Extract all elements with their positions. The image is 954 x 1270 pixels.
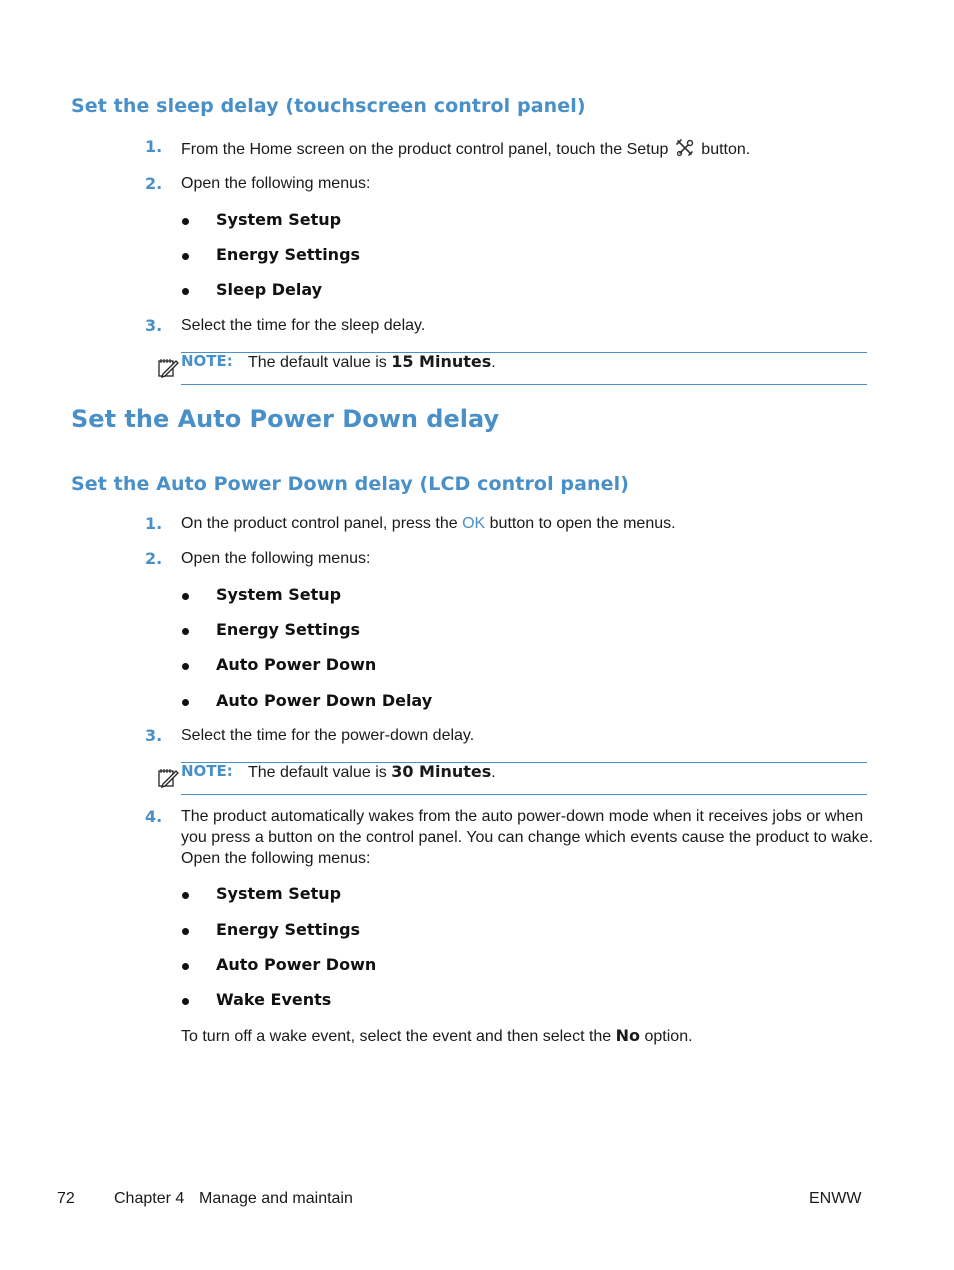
menu-item: System Setup xyxy=(216,585,342,604)
menu-item: Wake Events xyxy=(216,990,332,1009)
step-number: 2. xyxy=(145,174,163,193)
menu-item: Sleep Delay xyxy=(216,280,323,299)
step-text: Open the following menus: xyxy=(181,175,371,192)
menu-item: Energy Settings xyxy=(216,620,361,639)
section-heading-lcd: Set the Auto Power Down delay (LCD control panel) xyxy=(71,473,630,495)
note-text-before: The default value is xyxy=(248,354,387,371)
menu-item: Auto Power Down Delay xyxy=(216,691,433,710)
bullet xyxy=(182,963,189,970)
footer-chapter-title: Manage and maintain xyxy=(199,1190,353,1207)
note-bottom-rule xyxy=(181,794,867,795)
page-number: 72 xyxy=(57,1190,75,1207)
step-number: 1. xyxy=(145,137,163,156)
ok-button-label: OK xyxy=(462,515,486,532)
step-number: 3. xyxy=(145,726,163,745)
step-number: 4. xyxy=(145,807,163,826)
menu-item: Auto Power Down xyxy=(216,955,377,974)
bullet xyxy=(182,699,189,706)
step-text: Open the following menus: xyxy=(181,550,371,567)
menu-item: Energy Settings xyxy=(216,245,361,264)
note-bottom-rule xyxy=(181,384,867,385)
menu-item: System Setup xyxy=(216,884,342,903)
step-text-before: From the Home screen on the product control panel, touch the Setup xyxy=(181,141,669,158)
step-text-line: The product automatically wakes from the auto power-down mode when it receives jobs or when xyxy=(181,808,864,825)
step-text-line: Open the following menus: xyxy=(181,850,371,867)
step-text: Select the time for the sleep delay. xyxy=(181,317,426,334)
note-text-before: The default value is xyxy=(248,764,387,781)
note-pencil-icon xyxy=(157,766,179,788)
final-value: No xyxy=(615,1026,641,1045)
note-label: NOTE: xyxy=(181,352,233,370)
menu-item: System Setup xyxy=(216,210,342,229)
note-text-after: . xyxy=(491,354,496,371)
final-paragraph xyxy=(181,1026,693,1046)
section-heading-sleep-delay: Set the sleep delay (touchscreen control panel) xyxy=(71,95,586,117)
bullet xyxy=(182,892,189,899)
final-text-after: option. xyxy=(644,1028,693,1045)
note-text-after: . xyxy=(491,764,496,781)
bullet xyxy=(182,928,189,935)
section-heading-auto-power-down: Set the Auto Power Down delay xyxy=(71,405,500,433)
menu-item: Auto Power Down xyxy=(216,655,377,674)
step-text-before: On the product control panel, press the xyxy=(181,515,458,532)
step-number: 1. xyxy=(145,514,163,533)
bullet xyxy=(182,593,189,600)
bullet xyxy=(182,288,189,295)
note-pencil-icon xyxy=(157,356,179,378)
bullet xyxy=(182,998,189,1005)
menu-item: Energy Settings xyxy=(216,920,361,939)
note-text xyxy=(248,352,496,372)
bullet xyxy=(182,253,189,260)
step-text-after: button. xyxy=(701,141,751,158)
footer-chapter: Chapter 4 xyxy=(114,1190,185,1207)
note-label: NOTE: xyxy=(181,762,233,780)
step-number: 3. xyxy=(145,316,163,335)
step-number: 2. xyxy=(145,549,163,568)
note-value: 15 Minutes xyxy=(391,352,492,371)
step-text xyxy=(181,138,750,159)
footer-right: ENWW xyxy=(809,1190,862,1207)
step-text-line: you press a button on the control panel. You can change which events cause the product to wake. xyxy=(181,829,874,846)
bullet xyxy=(182,218,189,225)
bullet xyxy=(182,663,189,670)
step-text-after: button to open the menus. xyxy=(489,515,676,532)
note-value: 30 Minutes xyxy=(391,762,492,781)
step-text: Select the time for the power-down delay. xyxy=(181,727,475,744)
note-text xyxy=(248,762,496,782)
final-text-before: To turn off a wake event, select the event and then select the xyxy=(181,1028,612,1045)
step-text xyxy=(181,515,676,533)
bullet xyxy=(182,628,189,635)
wrench-icon xyxy=(675,138,695,158)
